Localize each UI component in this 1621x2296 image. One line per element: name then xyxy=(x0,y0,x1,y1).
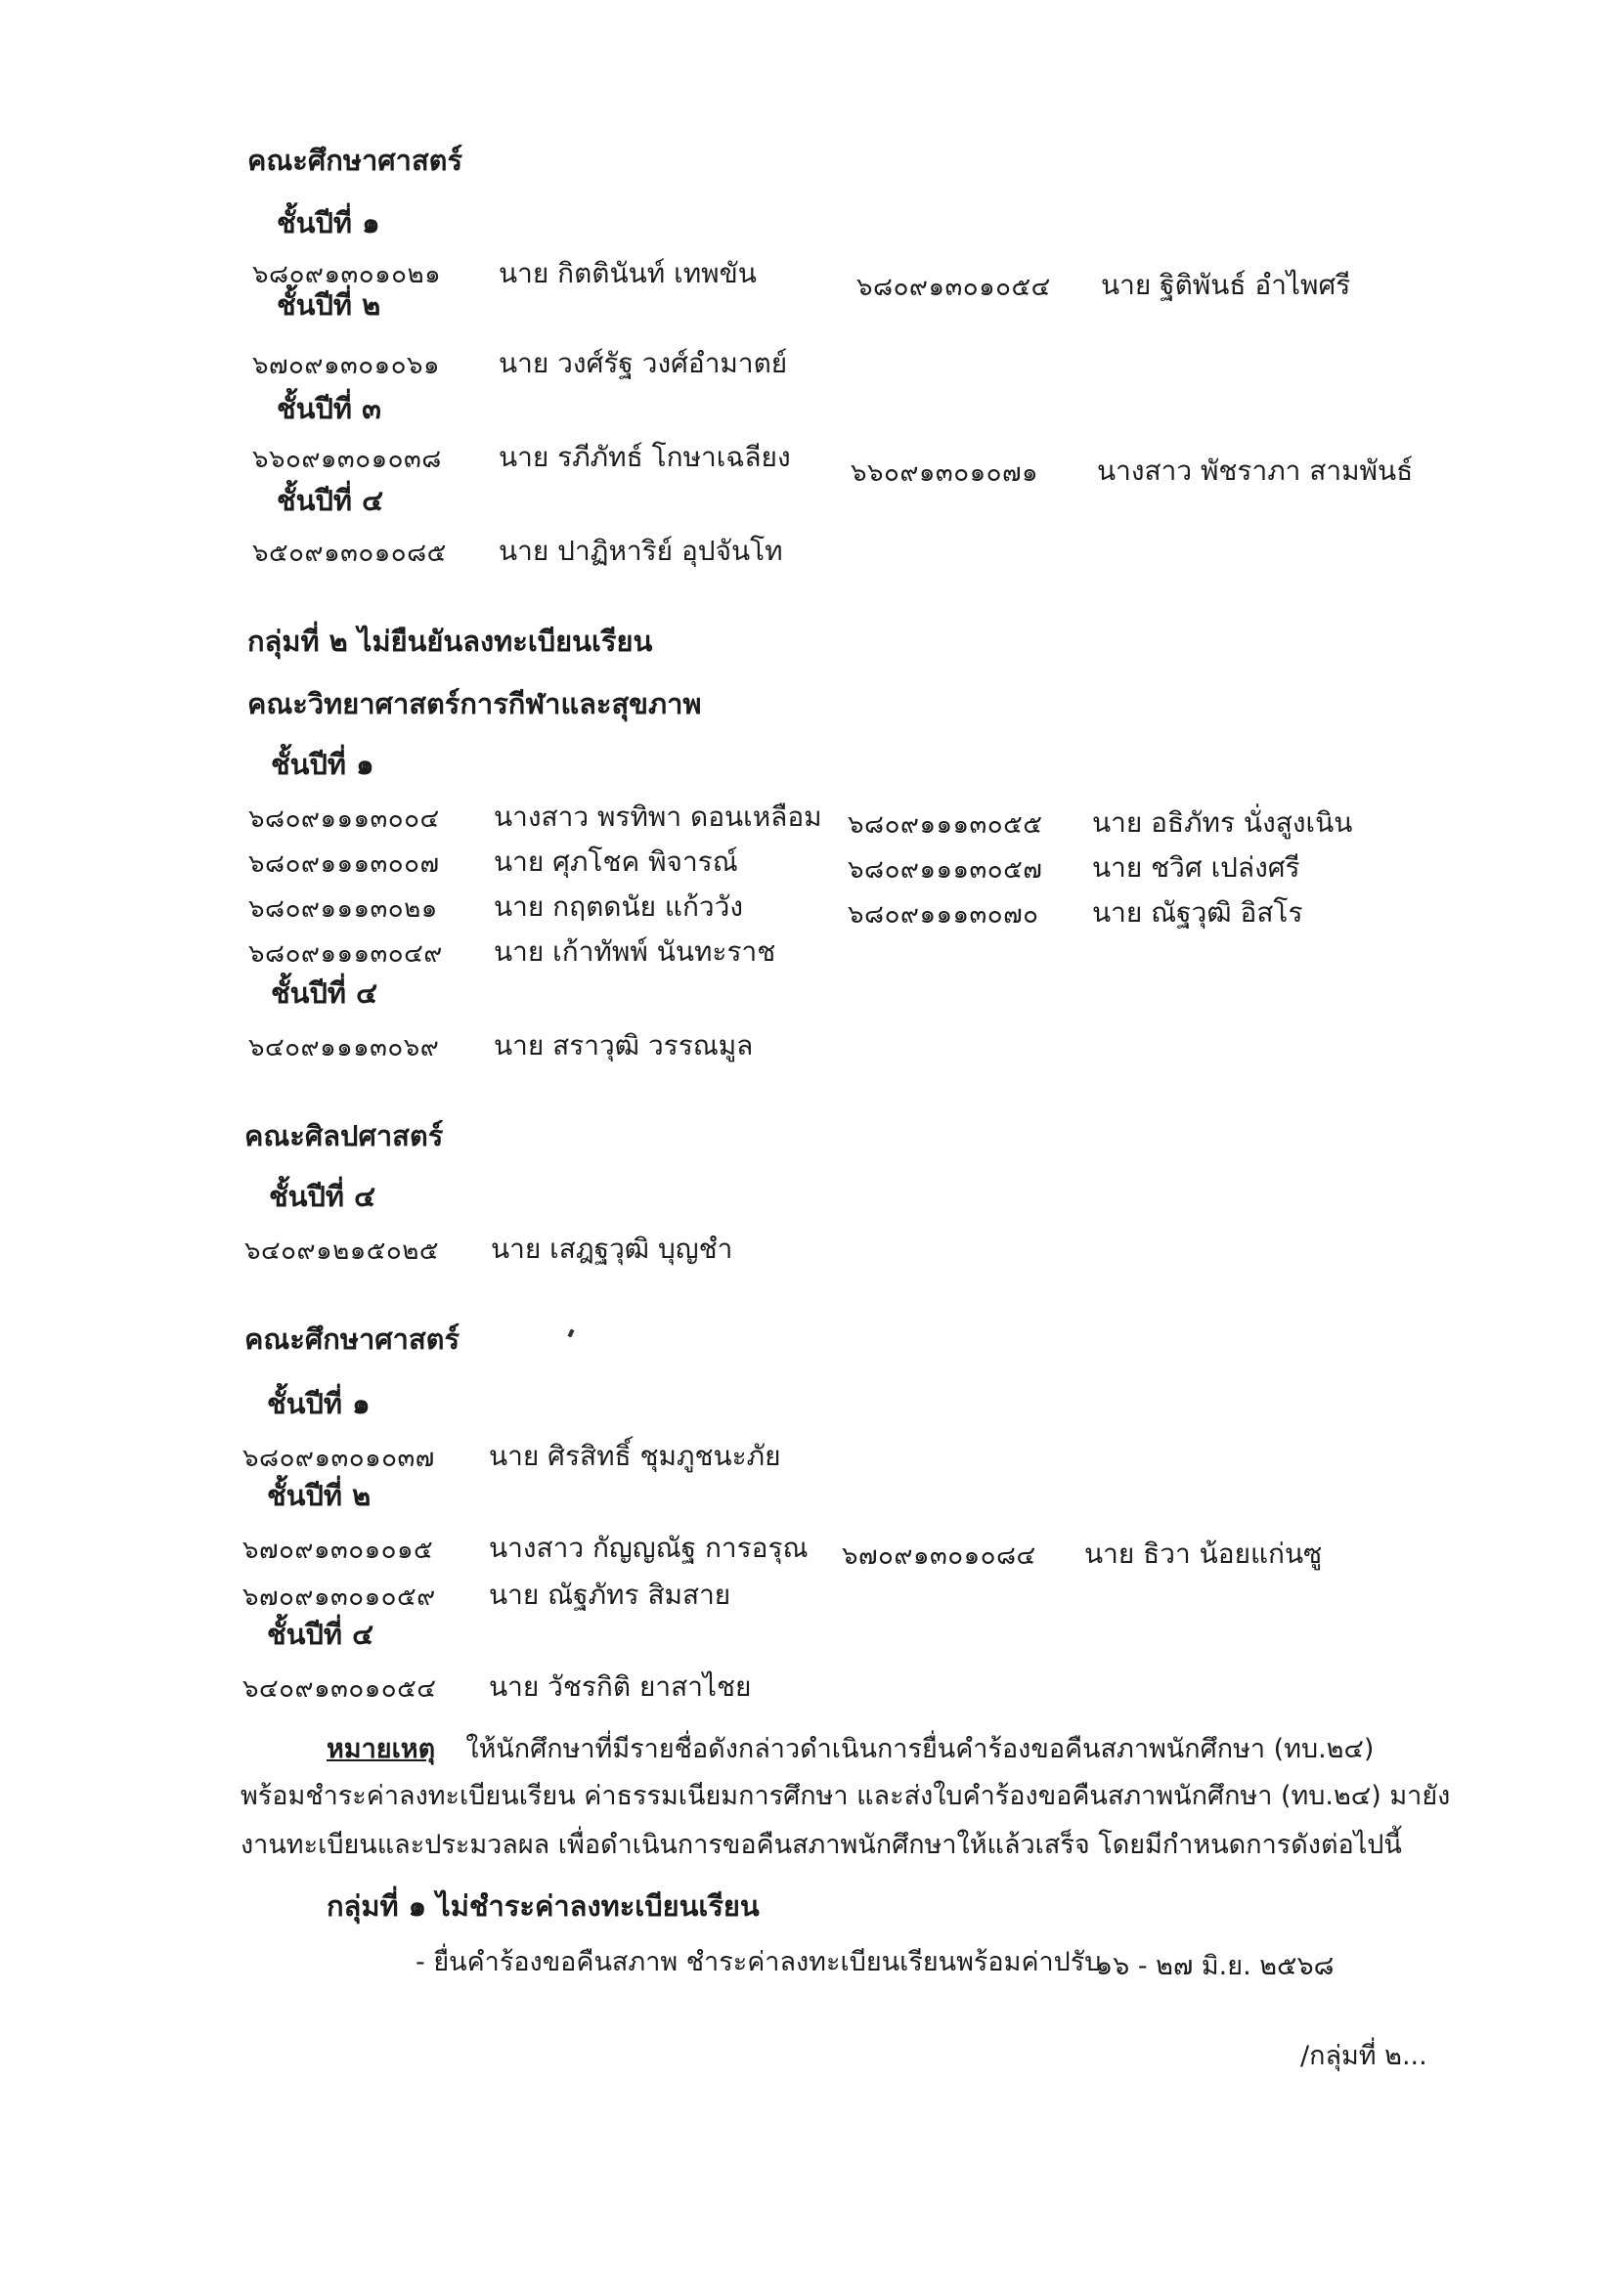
student-name: นาย กิตตินันท์ เทพขัน xyxy=(499,257,757,289)
faculty-heading: คณะวิทยาศาสตร์การกีฬาและสุขภาพ xyxy=(247,687,702,720)
student-name: นาย ธิวา น้อยแก่นซู xyxy=(1084,1538,1323,1570)
page-continuation: /กลุ่มที่ ๒... xyxy=(1300,2041,1427,2071)
student-name: นาย ณัฐวุฒิ อิสโร xyxy=(1092,896,1303,929)
student-id: ๖๘๐๙๑๓๐๑๐๒๑ xyxy=(252,260,442,289)
year-heading: ชั้นปีที่ ๔ xyxy=(269,1180,376,1213)
schedule-item: - ยื่นคำร้องขอคืนสภาพ ชำระค่าลงทะเบียนเรียนพร้อมค่าปรับ xyxy=(416,1947,1102,1977)
student-name: นาย ฐิติพันธ์ อำไพศรี xyxy=(1101,269,1351,301)
year-heading: ชั้นปีที่ ๓ xyxy=(277,392,381,425)
student-id: ๖๗๐๙๑๓๐๑๐๕๙ xyxy=(242,1582,436,1612)
student-name: นางสาว กัญญณัฐ การอรุณ xyxy=(489,1532,809,1564)
note-text-1: ให้นักศึกษาที่มีรายชื่อดังกล่าวดำเนินการยื่นคำร้องขอคืนสภาพนักศึกษา (ทบ.๒๔) xyxy=(465,1734,1375,1764)
student-name: นาย ศิรสิทธิ์ ชุมภูชนะภัย xyxy=(489,1440,781,1472)
student-name: นาย ปาฏิหาริย์ อุปจันโท xyxy=(499,535,783,567)
student-name: นาย เก้าทัพพ์ นันทะราช xyxy=(494,935,776,968)
note-line-2: พร้อมชำระค่าลงทะเบียนเรียน ค่าธรรมเนียมการศึกษา และส่งใบคำร้องขอคืนสภาพนักศึกษา (ทบ.๒๔) มายัง xyxy=(241,1781,1451,1811)
student-name: นาย เสฎฐวุฒิ บุญชำ xyxy=(491,1233,733,1265)
student-name: นาย อธิภัทร นั่งสูงเนิน xyxy=(1092,806,1353,839)
stray-mark xyxy=(567,1329,574,1338)
student-name: นาย ชวิศ เปล่งศรี xyxy=(1092,851,1300,884)
student-id: ๖๘๐๙๑๓๐๑๐๕๔ xyxy=(856,273,1051,302)
student-id: ๖๖๐๙๑๓๐๑๐๗๑ xyxy=(851,458,1038,488)
year-heading: ชั้นปีที่ ๔ xyxy=(277,484,384,517)
student-name: นาย ศุภโชค พิจารณ์ xyxy=(494,845,738,878)
student-id: ๖๖๐๙๑๓๐๑๐๓๘ xyxy=(252,445,442,474)
student-id: ๖๘๐๙๑๓๐๑๐๓๗ xyxy=(242,1444,435,1473)
student-name: นางสาว พรทิพา ดอนเหลือม xyxy=(494,801,822,833)
note-line-3: งานทะเบียนและประมวลผล เพื่อดำเนินการขอคืนสภาพนักศึกษาให้แล้วเสร็จ โดยมีกำหนดการดังต่อไปนี้ xyxy=(241,1830,1402,1860)
student-name: นาย รภีภัทธ์ โกษาเฉลียง xyxy=(499,441,791,473)
schedule-date: ๑๖ - ๒๗ มิ.ย. ๒๕๖๘ xyxy=(1096,1951,1335,1981)
student-id: ๖๘๐๙๑๑๑๓๐๕๗ xyxy=(848,855,1043,885)
student-id: ๖๗๐๙๑๓๐๑๐๘๔ xyxy=(842,1541,1036,1571)
student-name: นาย วงศ์รัฐ วงศ์อำมาตย์ xyxy=(499,347,788,379)
student-id: ๖๔๐๙๑๓๐๑๐๕๔ xyxy=(242,1674,437,1704)
student-id: ๖๔๐๙๑๑๑๓๐๖๙ xyxy=(248,1033,440,1062)
student-name: นาย สราวุฒิ วรรณมูล xyxy=(494,1029,754,1061)
student-id: ๖๕๐๙๑๓๐๑๐๘๕ xyxy=(252,539,447,568)
faculty-heading: คณะศิลปศาสตร์ xyxy=(244,1119,444,1152)
year-heading: ชั้นปีที่ ๒ xyxy=(277,288,381,322)
note-label: หมายเหตุ xyxy=(327,1734,436,1764)
student-id: ๖๘๐๙๑๑๑๓๐๔๙ xyxy=(248,939,443,969)
group-heading: กลุ่มที่ ๑ ไม่ชำระค่าลงทะเบียนเรียน xyxy=(327,1889,760,1923)
student-id: ๖๘๐๙๑๑๑๓๐๐๔ xyxy=(248,804,440,834)
student-id: ๖๗๐๙๑๓๐๑๐๖๑ xyxy=(252,351,440,380)
student-name: นาย ณัฐภัทร สิมสาย xyxy=(489,1579,731,1611)
year-heading: ชั้นปีที่ ๔ xyxy=(267,1618,374,1651)
faculty-heading: คณะศึกษาศาสตร์ xyxy=(244,1322,460,1356)
year-heading: ชั้นปีที่ ๔ xyxy=(271,976,378,1010)
student-name: นาย วัชรกิติ ยาสาไชย xyxy=(489,1670,752,1703)
student-name: นาย กฤตดนัย แก้ววัง xyxy=(494,890,744,923)
student-id: ๖๗๐๙๑๓๐๑๐๑๕ xyxy=(242,1536,434,1565)
year-heading: ชั้นปีที่ ๑ xyxy=(277,206,380,239)
year-heading: ชั้นปีที่ ๑ xyxy=(267,1387,371,1420)
group-heading: กลุ่มที่ ๒ ไม่ยืนยันลงทะเบียนเรียน xyxy=(247,625,653,658)
student-id: ๖๘๐๙๑๑๑๓๐๕๕ xyxy=(848,810,1043,840)
year-heading: ชั้นปีที่ ๑ xyxy=(271,748,374,781)
student-id: ๖๔๐๙๑๒๑๕๐๒๕ xyxy=(244,1236,440,1266)
student-id: ๖๘๐๙๑๑๑๓๐๒๑ xyxy=(248,894,438,924)
student-name: นางสาว พัชราภา สามพันธ์ xyxy=(1097,455,1414,487)
student-id: ๖๘๐๙๑๑๑๓๐๐๗ xyxy=(248,849,440,879)
note-line-1 xyxy=(327,1734,1374,1764)
faculty-heading: คณะศึกษาศาสตร์ xyxy=(247,144,463,177)
year-heading: ชั้นปีที่ ๒ xyxy=(267,1479,372,1512)
student-id: ๖๘๐๙๑๑๑๓๐๗๐ xyxy=(848,900,1039,930)
